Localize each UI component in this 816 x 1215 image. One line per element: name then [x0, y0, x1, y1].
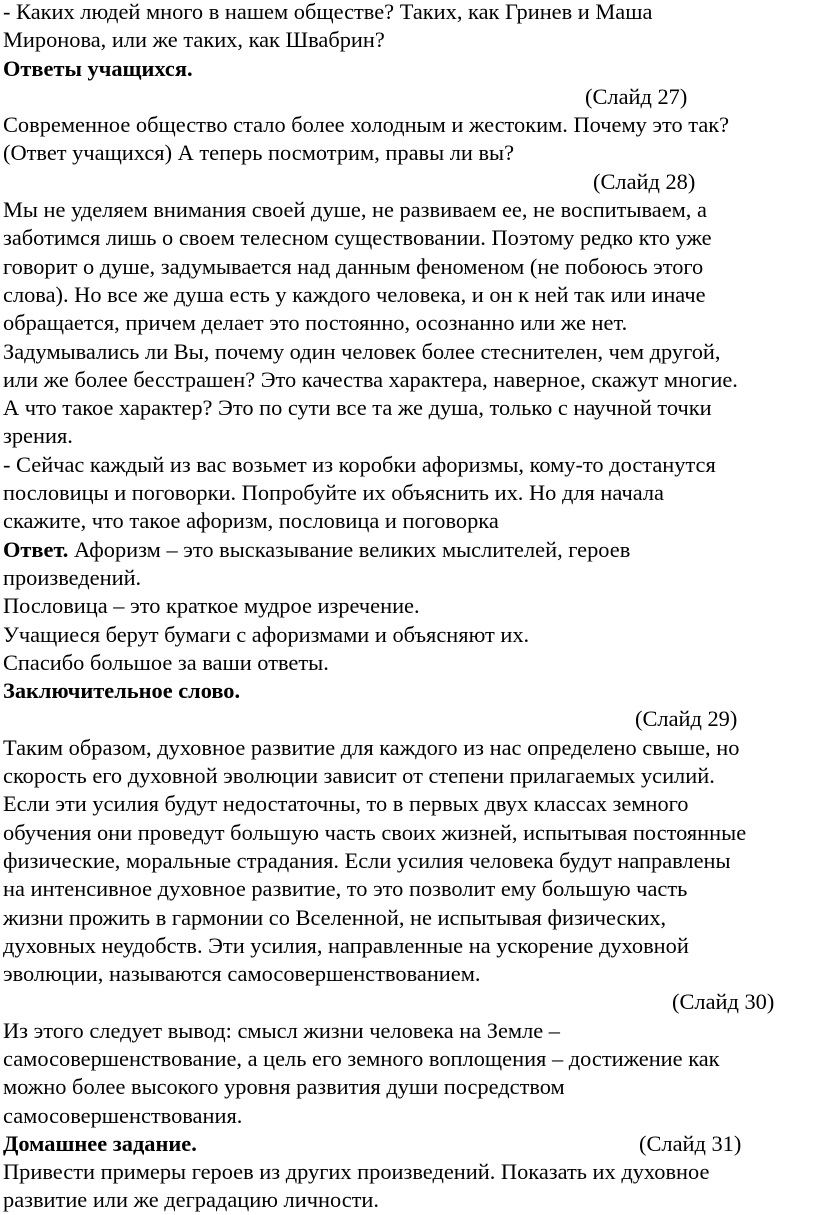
- text-line: слова). Но все же душа есть у каждого человека, и он к ней так или иначе: [3, 281, 706, 307]
- text-line: пословицы и поговорки. Попробуйте их объяснить их. Но для начала: [3, 480, 664, 506]
- slide-label: (Слайд 27): [585, 83, 688, 109]
- text-line: эволюции, называются самосовершенствованием.: [3, 961, 481, 987]
- text-line: Пословица – это краткое мудрое изречение.: [3, 593, 420, 619]
- answer-text: Афоризм – это высказывание великих мыслителей, героев: [68, 536, 631, 562]
- slide-line: [3, 168, 815, 196]
- text-line: самосовершенствования.: [3, 1102, 243, 1128]
- text-line: обучения они проведут большую часть своих жизней, испытывая постоянные: [3, 819, 747, 845]
- text-line: Если эти усилия будут недостаточны, то в первых двух классах земного: [3, 791, 689, 817]
- text-line: на интенсивное духовное развитие, то это позволит ему большую часть: [3, 876, 688, 902]
- text-line: Спасибо большое за ваши ответы.: [3, 649, 329, 675]
- text-line: обращается, причем делает это постоянно, осознанно или же нет.: [3, 310, 628, 336]
- slide-line: [3, 988, 815, 1016]
- text-line: [3, 1130, 815, 1158]
- text-line: - Каких людей много в нашем обществе? Таких, как Гринев и Маша: [3, 0, 653, 24]
- text-line: развитие или же деградацию личности.: [3, 1187, 380, 1213]
- text-line: Учащиеся берут бумаги с афоризмами и объясняют их.: [3, 621, 530, 647]
- text-line: скажите, что такое афоризм, пословица и поговорка: [3, 508, 499, 534]
- text-line: Задумывались ли Вы, почему один человек более стеснителен, чем другой,: [3, 338, 721, 364]
- section-heading-closing: Заключительное слово.: [3, 678, 241, 704]
- slide-line: [3, 83, 815, 111]
- text-line: скорость его духовной эволюции зависит от степени прилагаемых усилий.: [3, 763, 715, 789]
- text-line: [3, 536, 815, 564]
- text-line: зрения.: [3, 423, 73, 449]
- text-line: Привести примеры героев из других произведений. Показать их духовное: [3, 1159, 710, 1185]
- text-line: самосовершенствование, а цель его земного воплощения – достижение как: [3, 1045, 720, 1071]
- text-line: можно более высокого уровня развития души посредством: [3, 1074, 565, 1100]
- text-line: Таким образом, духовное развитие для каждого из нас определено свыше, но: [3, 734, 740, 760]
- slide-label: (Слайд 30): [672, 989, 775, 1015]
- slide-label: (Слайд 31): [639, 1130, 742, 1156]
- text-line: произведений.: [3, 564, 142, 590]
- section-heading-answers: Ответы учащихся.: [3, 55, 193, 81]
- answer-label: Ответ.: [3, 536, 69, 562]
- text-line: или же более бесстрашен? Это качества характера, наверное, скажут многие.: [3, 366, 738, 392]
- text-line: духовных неудобств. Эти усилия, направленные на ускорение духовной: [3, 932, 689, 958]
- text-line: жизни прожить в гармонии со Вселенной, не испытывая физических,: [3, 904, 667, 930]
- text-line: (Ответ учащихся) А теперь посмотрим, правы ли вы?: [3, 140, 515, 166]
- text-line: Мы не уделяем внимания своей душе, не развиваем ее, не воспитываем, а: [3, 197, 707, 223]
- slide-label: (Слайд 28): [593, 168, 696, 194]
- section-heading-homework: Домашнее задание.: [3, 1130, 197, 1156]
- document-page: [3, 0, 815, 1215]
- text-line: - Сейчас каждый из вас возьмет из коробки афоризмы, кому-то достанутся: [3, 451, 716, 477]
- slide-label: (Слайд 29): [635, 706, 738, 732]
- text-line: физические, моральные страдания. Если усилия человека будут направлены: [3, 847, 731, 873]
- text-line: А что такое характер? Это по сути все та же душа, только с научной точки: [3, 395, 712, 421]
- text-line: Миронова, или же таких, как Швабрин?: [3, 27, 385, 53]
- text-line: Современное общество стало более холодным и жестоким. Почему это так?: [3, 112, 730, 138]
- text-line: говорит о душе, задумывается над данным феноменом (не побоюсь этого: [3, 253, 704, 279]
- text-line: заботимся лишь о своем телесном существовании. Поэтому редко кто уже: [3, 225, 712, 251]
- slide-line: [3, 705, 815, 733]
- text-line: Из этого следует вывод: смысл жизни человека на Земле –: [3, 1017, 560, 1043]
